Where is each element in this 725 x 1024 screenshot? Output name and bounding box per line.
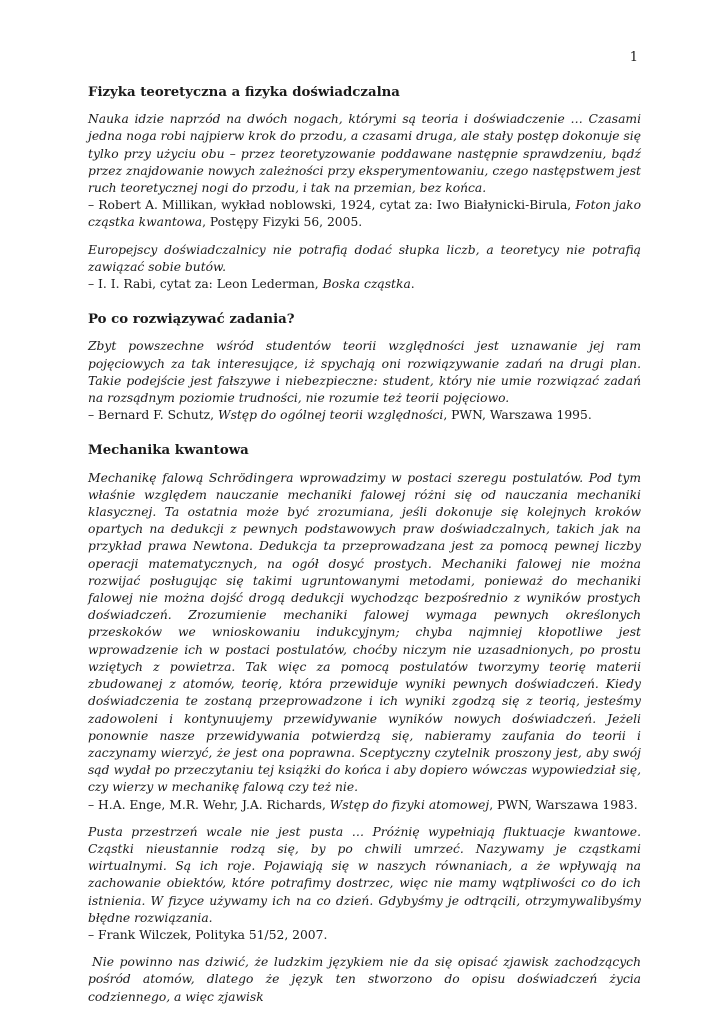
attribution-source: , Postępy Fizyki 56, 2005. [202,215,363,230]
quote-attribution [88,927,641,944]
quote-text: Mechanikę falową Schrödingera wprowadzimy w postaci szeregu postulatów. Pod tym właśnie względem nauczanie mechaniki falowej różni się od nauczania mechaniki klasycznej. Ta ostatnia może być zrozumiana, jeśli dokonuje się kolejnych kroków opartych na dedukcji z pewnych podstawowych praw doświadczalnych, takich jak na przykład prawa Newtona. Dedukcja ta przeprowadzana jest za pomocą pewnej liczby operacji matematycznych, na ogół dosyć prostych. Mechaniki falowej nie można rozwijać posługując się takimi ugruntowanymi metodami, ponieważ do mechaniki falowej nie można dojść drogą dedukcji wychodząc bezpośrednio z wyników prostych doświadczeń. Zrozumienie mechaniki falowej wymaga pewnych określonych przeskoków we wnioskowaniu indukcyjnym; chyba najmniej kłopotliwe jest wprowadzenie ich w postaci postulatów, choćby niczym nie uzasadnionych, po prostu wziętych z powietrza. Tak więc za pomocą postulatów tworzymy teorię materii zbudowanej z atomów, teorię, która przewiduje wyniki pewnych doświadczeń. Kiedy doświadczenia te zostaną przeprowadzone i ich wyniki zgodzą się z teorią, jesteśmy zadowoleni i kontynuujemy przewidywanie wyników nowych doświadczeń. Jeżeli ponownie nasze przewidywania potwierdzą się, nabieramy zaufania do teorii i zaczynamy wierzyć, że jest ona poprawna. Sceptyczny czytelnik proszony jest, aby swój sąd wydał po przeczytaniu tej książki do końca i aby dopiero wówczas wypowiedział się, czy wierzy w mechanikę falową czy też nie. [88,470,641,795]
attribution-author: – Frank Wilczek, Polityka 51/52, 2007. [88,927,328,942]
attribution-source: , PWN, Warszawa 1995. [443,408,592,423]
quote-attribution [88,407,641,424]
page-number: 1 [629,50,638,65]
quote-text: Zbyt powszechne wśród studentów teorii względności jest uznawanie jej ram pojęciowych za tak interesujące, iż spychają oni rozwiązywanie zadań na drugi plan. Takie podejście jest fałszywe i niebezpieczne: student, który nie umie rozwiązać zadań na rozsądnym poziomie trudności, nie rozumie też teorii pojęciowo. [88,339,641,406]
quote-enge [88,470,641,814]
quote-wilczek [88,824,641,944]
attribution-title: Boska cząstka [322,277,411,292]
quote-text: Nauka idzie naprzód na dwóch nogach, którymi są teoria i doświadczenie … Czasami jedna noga robi najpierw krok do przodu, a czasami druga, ale stały postęp dokonuje się tylko przy użyciu obu – przez teoretyzowanie poddawane następnie sprawdzeniu, bądź przez znajdowanie nowych zależności przy eksperymentowaniu, czego następstwem jest ruch teoretycznej nogi do przodu, i tak na przemian, bez końca. [88,112,641,196]
page-content [88,84,641,1024]
attribution-title: Wstęp do ogólnej teorii względności [217,408,444,423]
quote-attribution [88,197,641,231]
attribution-source: . [410,277,415,292]
attribution-title: Wstęp do fizyki atomowej [329,797,490,812]
quote-attribution [88,797,641,814]
section-why-solve-problems [88,311,641,424]
section-quantum-mechanics [88,442,641,1005]
section-heading: Mechanika kwantowa [88,443,249,459]
section-experimental-theoretical [88,84,641,293]
quote-millikan [88,111,641,231]
quote-rabi [88,242,641,294]
attribution-author: – H.A. Enge, M.R. Wehr, J.A. Richards, [88,797,330,812]
quote-attribution [88,276,641,293]
quote-text: Europejscy doświadczalnicy nie potrafią dodać słupka liczb, a teoretycy nie potrafią zawiązać sobie butów. [88,242,641,274]
section-heading: Po co rozwiązywać zadania? [88,312,295,328]
quote-text: Pusta przestrzeń wcale nie jest pusta … Próżnię wypełniają fluktuacje kwantowe. Cząstki nieustannie rodzą się, by po chwili umrzeć. Nazywamy je cząstkami wirtualnymi. Są ich roje. Pojawiają się w naszych równaniach, a że wpływają na zachowanie obiektów, które potrafimy dostrzec, więc nie mamy wątpliwości co do ich istnienia. W fizyce używamy ich na co dzień. Gdybyśmy je odtrącili, otrzymywalibyśmy błędne rozwiązania. [88,824,641,925]
closing-paragraph: Nie powinno nas dziwić, że ludzkim językiem nie da się opisać zjawisk zachodzących pośród atomów, dlatego że język ten stworzono do opisu doświadczeń życia codziennego, a więc zjawisk [88,955,641,1004]
section-heading: Fizyka teoretyczna a fizyka doświadczalna [88,85,400,100]
attribution-source: , PWN, Warszawa 1983. [489,797,638,812]
quote-schutz [88,338,641,424]
attribution-author: – Robert A. Millikan, wykład noblowski, 1924, cytat za: Iwo Białynicki-Birula, [88,198,576,213]
attribution-author: – Bernard F. Schutz, [88,408,218,423]
attribution-title: Foton jako cząstka kwantowa [88,198,642,230]
attribution-author: – I. I. Rabi, cytat za: Leon Lederman, [88,277,323,292]
